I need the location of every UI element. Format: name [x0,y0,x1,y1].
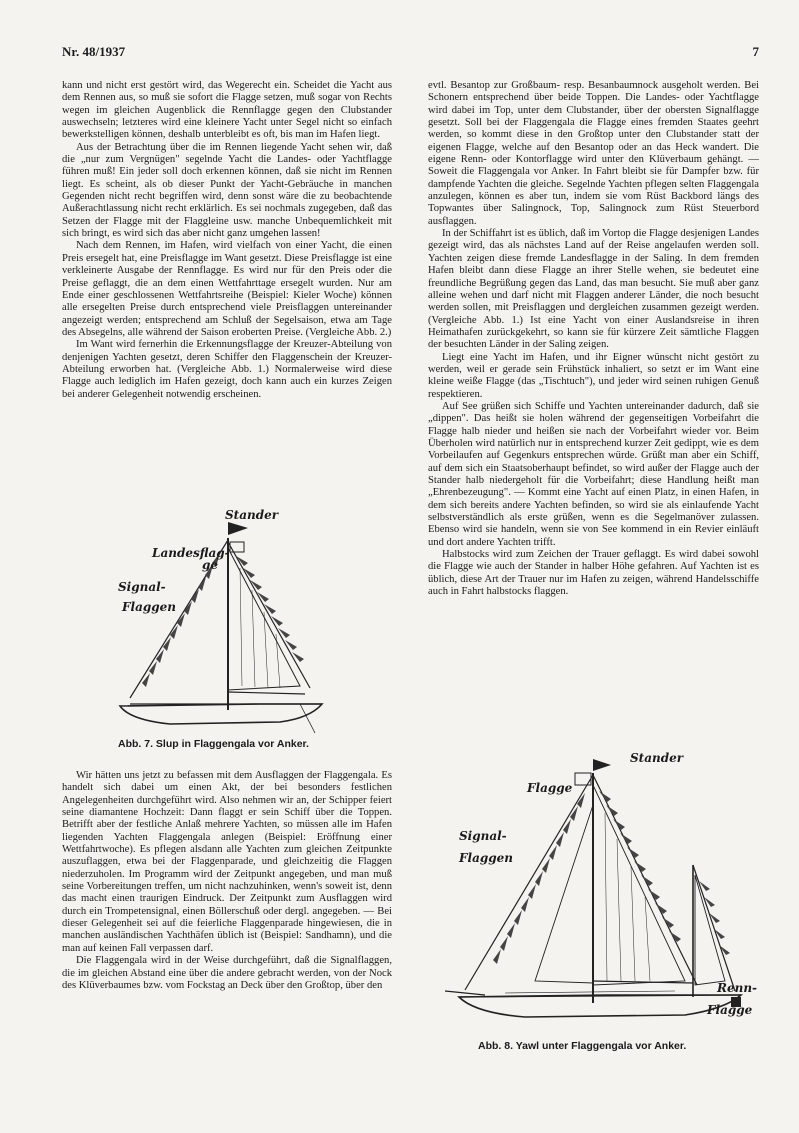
label-rennflagge-cont: Flagge [707,1003,753,1017]
paragraph: Nach dem Rennen, im Hafen, wird vielfach von einer Yacht, die einen Preis ersegelt hat, eine Preisflagge im Want gesetzt. Diese Preisflagge ist eine verkleinerte Ausgabe der Rennflagge. Es wird nur für den Preis oder die Preise geflaggt, die an dem einen Wettfahrttage ersegelt wurden. Nur am Ende einer geschlossenen Wettfahrtsreihe (Beispiel: Kieler Woche) können alle ersegelten Preise durch entsprechend viele Preisflaggen untereinander angezeigt werden; entsprechend am Schluß der Segelsaison, etwa am Tage des Absegelns, alle während der Saison eroberten Preise. (Vergleiche Abb. 2.) [62,240,392,338]
yawl-drawing [445,745,765,1040]
paragraph: Liegt eine Yacht im Hafen, und ihr Eigner wünscht nicht gestört zu werden, weil er gerade sein Frühstück inhaliert, so setzt er im Want eine kleine weiße Flagge (das „Tischtuch"), und jeder wird seinen ruhigen Genuß respektieren. [428,351,759,400]
left-column-top [62,80,392,401]
label-flagge: Flagge [527,781,573,795]
label-landesflagge-cont: ge [202,558,219,572]
paragraph: kann und nicht erst gestört wird, das Wegerecht ein. Scheidet die Yacht aus dem Rennen aus, so muß sie sofort die Flagge setzen, muß sogar von Rechts wegen im gleichen Augenblick die Rennflagge gegen den Clubstander auswechseln; letzteres wird eine kleinere Yacht unter Segel nicht so einfach bewerkstelligen können, deshalb unterbleibt es oft, bis man im Hafen liegt. [62,80,392,141]
page-number: 7 [752,44,759,59]
paragraph: Im Want wird fernerhin die Erkennungsflagge der Kreuzer-Abteilung von denjenigen Yachten gesetzt, deren Schiffer den Flaggenschein der Kreuzer-Abteilung erworben hat. (Vergleiche Abb. 1.) Normalerweise wird diese Flagge auch lediglich im Hafen gezeigt, doch kann auch ein kurzes Zeigen bei anderer Gelegenheit notwendig erscheinen. [62,339,392,400]
paragraph: In der Schiffahrt ist es üblich, daß im Vortop die Flagge desjenigen Landes gezeigt wird, das als nächstes Land auf der Reise angelaufen werden soll. Yachten zeigen diese fremde Landesflagge in der Saling. In dem fremden Hafen bleibt dann diese Flagge an ihrer Stelle wehen, sie bedeutet eine freundliche Begrüßung gegen das Land, das man besucht. Sie muß aber ganz alleine wehen und darf nicht mit Flaggen anderer Länder, die noch besucht werden sollen, mit Preisflaggen und dergleichen zusammen gezeigt werden. (Vergleiche Abb. 1.) Ist eine Yacht von einer Auslandsreise in ihren Heimathafen zurückgekehrt, so kann sie für kürzere Zeit sämtliche Flaggen der besuchten Länder in der Saling zeigen. [428,228,759,351]
figure-caption: Abb. 7. Slup in Flaggengala vor Anker. [118,738,309,750]
label-stander: Stander [630,751,684,765]
left-column-bottom [62,770,392,992]
slup-drawing [110,508,350,743]
paragraph: Halbstocks wird zum Zeichen der Trauer geflaggt. Es wird dabei sowohl die Flagge wie auch der Stander in halber Höhe gefahren. Auf Yachten ist es üblich, diese Art der Trauer nur im Hafen zu zeigen, während Handelsschiffe auch in Fahrt halbstocks flaggen. [428,549,759,598]
issue-number: Nr. 48/1937 [62,44,126,59]
figure-caption: Abb. 8. Yawl unter Flaggengala vor Anker. [478,1040,687,1052]
figure-yawl [445,745,765,1050]
label-signal: Signal- [459,829,507,843]
label-landesflagge: Landesflag- [152,546,230,560]
paragraph: Aus der Betrachtung über die im Rennen liegende Yacht sehen wir, daß die „nur zum Vergnügen" segelnde Yacht die Landes- oder Yachtflagge führen muß! Ein jeder soll doch erkennen können, daß sie nicht im Rennen liegt. Es scheint, als ob dieser Punkt der Yacht-Gebräuche in manchen Gegenden nicht recht begriffen wird, denn sonst wäre die zu beobachtende Außerachtlassung nicht recht erklärlich. Es sei nochmals zugegeben, daß das Setzen der Flagge mit der Flaggleine usw. manche Unbequemlichkeit mit sich bringt, es wird sich das aber nicht ganz umgehen lassen! [62,141,392,240]
right-column [428,80,759,598]
paragraph: Wir hätten uns jetzt zu befassen mit dem Ausflaggen der Flaggengala. Es handelt sich dabei um einen Akt, der bei besonders festlichen Angelegenheiten durchgeführt wird. Also nehmen wir an, der Schipper feiert seine diamantene Hochzeit: Dann flaggt er sein Schiff über die Toppen. Betrifft aber der festliche Anlaß mehrere Yachten, so müssen alle im Hafen liegenden Yachten Flaggengala anlegen (Beispiel: Eröffnung einer Wettfahrtwoche). Es pflegen alsdann alle Yachten zum gleichen Zeitpunkte auszuflaggen, etwa bei der Flaggenparade, und gleichzeitig die Flaggen niederzuholen. Im Programm wird der Zeitpunkt angegeben, und man muß seine Vorbereitungen treffen, um nicht nachzuhinken, wenn's soweit ist, denn das macht einen traurigen Eindruck. Der Zeitpunkt zum Ausflaggen wird durch ein Trompetensignal, einen Böllerschuß oder dergl. angegeben. — Bei dieser Gelegenheit sei auf die feierliche Flaggenparade hingewiesen, die in manchen ausländischen Yachthäfen üblich ist (Beispiel: Sandhamn), und die man auf keinen Fall verpassen darf. [62,770,392,954]
paragraph: Die Flaggengala wird in der Weise durchgeführt, daß die Signalflaggen, die im gleichen Abstand eine über die andere gebracht werden, von der Nock des Klüverbaumes bzw. vom Fockstag an Deck über den Großtop, über den [62,955,392,991]
page-header [62,44,759,66]
label-rennflagge: Renn- [717,981,758,995]
paragraph: evtl. Besantop zur Großbaum- resp. Besanbaumnock ausgeholt werden. Bei Schonern entsprechend über beide Toppen. Die Landes- oder Yachtflagge wird dabei im Top, unter dem Clubstander, über der obersten Signalflagge gesetzt. Soll bei der Flaggengala die Flagge eines fremden Staates geehrt werden, so kommt diese in den Großtop unter den Clubstander statt der eigenen Flagge, welche auf den Besantop oder an das Heck wandert. Die eigene Renn- oder Kontorflagge wird unter den Klüverbaum gehängt. — Soweit die Flaggengala vor Anker. In Fahrt bleibt sie für Dampfer bzw. für dampfende Yachten die gleiche. Segelnde Yachten pflegen selten Flaggengala anzulegen, können es aber tun, indem sie vom Rüst Backbord längs des Topwantes über Salingnock, Top, Salingnock zum Rüst Steuerbord ausflaggen. [428,80,759,227]
label-signal-cont: Flaggen [459,851,513,865]
label-signal-cont: Flaggen [122,600,176,614]
figure-slup [110,508,350,743]
label-signal: Signal- [118,580,166,594]
label-stander: Stander [225,508,279,522]
paragraph: Auf See grüßen sich Schiffe und Yachten untereinander dadurch, daß sie „dippen". Das heißt sie holen während der gegenseitigen Vorbeifahrt die Flagge halb nieder und heißen sie nach der Vorbeifahrt wieder vor. Beim Überholen wird natürlich nur in entsprechend kurzer Zeit gedippt, wie es dem Vorbeilaufen auf Gegenkurs entsprechen würde. Grüßt man aber ein Schiff, auf dem sich ein Staatsoberhaupt befindet, so wird außer der Flagge auch der Stander halb niedergeholt für die Vorbeifahrt; diese Handlung heißt man „Ehrenbezeugung". — Kommt eine Yacht auf einen Platz, in einen Hafen, in dem sich bereits andere Yachten befinden, so wird sie als einlaufende Yacht selbstverständlich als erste grüßen, wenn es die Segelmanöver zulassen. Ebenso wird sie handeln, wenn sie von See kommend in ein Revier einläuft und dort andere Yachten trifft. [428,400,759,548]
